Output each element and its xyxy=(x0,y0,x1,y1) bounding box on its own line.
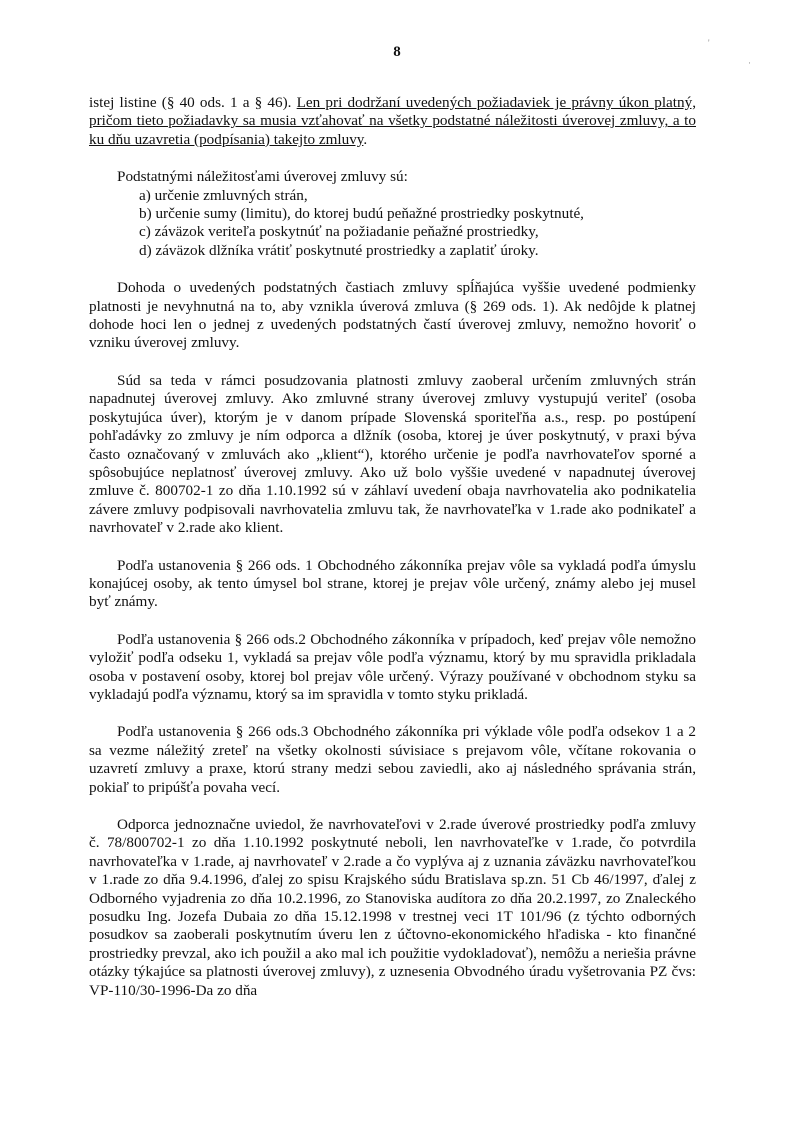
page-number: 8 xyxy=(393,44,401,60)
scan-mark: ' xyxy=(708,38,710,48)
paragraph: Odporca jednoznačne uviedol, že navrhovateľovi v 2.rade úverové prostriedky podľa zmluvy č. 78/800702-1 zo dňa 1.10.1992 poskytnuté neboli, len navrhovateľke v 1.rade, čo potvrdila navrhovateľka v 1.rade, aj navrhovateľ v 2.rade a čo vyplýva aj z uznania záväzku navrhovateľkou v 1.rade zo dňa 9.4.1996, ďalej zo spisu Krajského súdu Bratislava sp.zn. 51 Cb 46/1997, ďalej z Odborného vyjadrenia zo dňa 10.2.1996, zo Stanoviska audítora zo dňa 20.2.1997, zo Znaleckého posudku Ing. Jozefa Dubaia zo dňa 15.12.1998 v trestnej veci 1T 101/96 (z týchto odborných posudkov sa zaoberali poskytnutím úveru len z účtovno-ekonomického hľadiska - kto finančné prostriedky prevzal, ako ich použil a ako mal ich použitie vydokladovať), nemôžu a neriešia právne otázky týkajúce sa platnosti úverovej zmluvy), z uznesenia Obvodného úradu vyšetrovania PZ čvs: VP-110/30-1996-Da zo dňa xyxy=(89,816,696,999)
paragraph: Podľa ustanovenia § 266 ods. 1 Obchodného zákonníka prejav vôle sa vykladá podľa úmyslu konajúcej osoby, ak tento úmysel bol strane, ktorej je prejav vôle určený, známy alebo jej musel byť známy. xyxy=(89,556,696,611)
paragraph: Dohoda o uvedených podstatných častiach zmluvy spĺňajúca vyššie uvedené podmienky platnosti je nevyhnutná na to, aby vznikla úverová zmluva (§ 269 ods. 1). Ak nedôjde k platnej dohode hoci len o jednej z uvedených podstatných častí úverovej zmluvy, nemožno hovoriť o vzniku úverovej zmluvy. xyxy=(89,279,696,352)
paragraph-continuation xyxy=(89,94,696,149)
paragraph: Podľa ustanovenia § 266 ods.2 Obchodného zákonníka v prípadoch, keď prejav vôle nemožno vyložiť podľa odseku 1, vykladá sa prejav vôle podľa významu, ktorý by mu spravidla prikladala osoba v postavení osoby, ktorej bol prejav vôle určený. Výrazy používané v obchodnom styku sa vykladajú podľa významu, ktorý sa im spravidla v tomto styku prikladá. xyxy=(89,630,696,703)
requisites-list xyxy=(89,187,696,261)
list-item: a) určenie zmluvných strán, xyxy=(139,186,308,204)
underlined-statement: Len pri dodržaní uvedených požiadaviek je právny úkon platný, pričom tieto požiadavky sa musia vzťahovať na všetky podstatné náležitosti úverovej zmluvy, a to ku dňu uzavretia (podpísania) takejto zmluvy xyxy=(89,94,697,148)
scan-mark: · xyxy=(748,58,751,68)
list-item: c) záväzok veriteľa poskytnúť na požiadanie peňažné prostriedky, xyxy=(139,223,539,241)
list-item: b) určenie sumy (limitu), do ktorej budú peňažné prostriedky poskytnuté, xyxy=(139,205,584,223)
document-body xyxy=(89,94,696,1019)
paragraph-lead: istej listine (§ 40 ods. 1 a § 46). xyxy=(89,94,297,111)
list-item: d) záväzok dlžníka vrátiť poskytnuté prostriedky a zaplatiť úroky. xyxy=(139,241,539,259)
paragraph-end: . xyxy=(363,130,368,148)
requisites-intro: Podstatnými náležitosťami úverovej zmluvy sú: xyxy=(117,168,408,186)
paragraph: Podľa ustanovenia § 266 ods.3 Obchodného zákonníka pri výklade vôle podľa odsekov 1 a 2 sa vezme náležitý zreteľ na všetky okolnosti súvisiace s prejavom vôle, včítane rokovania o uzavretí zmluvy a praxe, ktorú strany medzi sebou zaviedli, ako aj následného správania strán, pokiaľ to pripúšťa povaha vecí. xyxy=(89,723,696,796)
paragraph: Súd sa teda v rámci posudzovania platnosti zmluvy zaoberal určením zmluvných strán napadnutej úverovej zmluvy. Ako zmluvné strany úverovej zmluvy vystupujú veriteľ (osoba poskytujúca úver), ktorým je v danom prípade Slovenská sporiteľňa a.s., resp. po postúpení pohľadávky zo zmluvy je ním odporca a dlžník (osoba, ktorej je úver poskytnutý, v praxi býva často označovaný v zmluvách ako „klient“), ktorého určenie je podľa navrhovateľov sporné a spôsobujúce neplatnosť úverovej zmluvy. Ako už bolo vyššie uvedené v napadnutej úverovej zmluve č. 800702-1 zo dňa 1.10.1992 sú v záhlaví uvedení obaja navrhovatelia ako podnikatelia závere zmluvy podpisovali navrhovatelia zmluvu tak, že navrhovateľka v 1.rade ako podnikateľ a navrhovateľ v 2.rade ako klient. xyxy=(89,371,696,537)
